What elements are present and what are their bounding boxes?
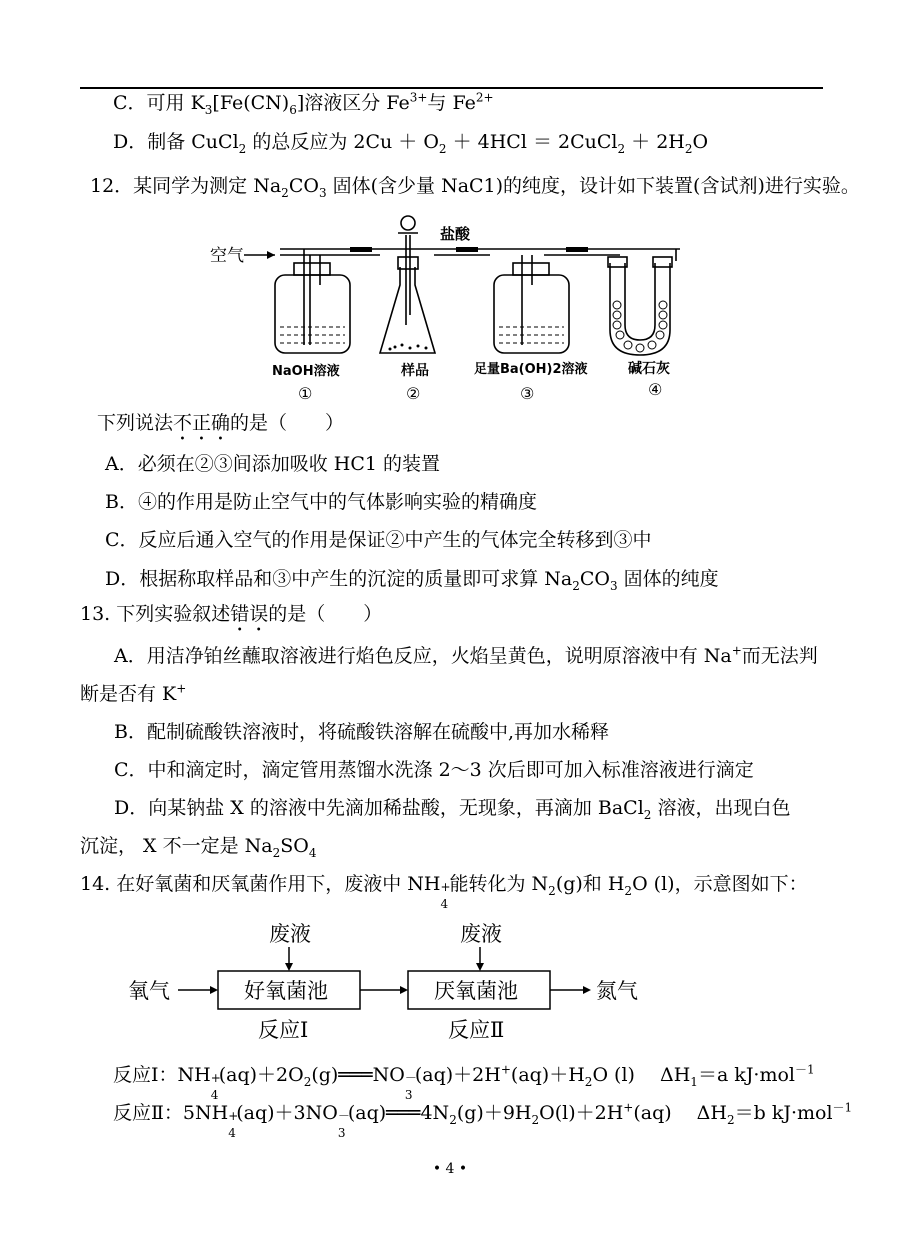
air-label: 空气 [210,246,244,266]
reaction-2-equation: 反应Ⅱ：5NH + 4 (aq)＋3NO － 3 $(aq)═══4N_2(g)+9H_2O(l)+2H^+(aq)$ $\Delta H_2=b$ kJ·mol$^{-1}$ [113,1100,853,1140]
q13-option-a: A．用洁净铂丝蘸取溶液进行焰色反应，火焰呈黄色，说明原溶液中有 Na+而无法判 [114,643,818,667]
q11-option-d: D．制备 CuCl$_2$ 的总反应为 $2Cu + O_2 + 4HCl$ ＝ 2CuCl$_2$ ＋ $2H_2O$ [113,131,709,156]
label-2: 样品 [401,363,429,379]
num-3: ③ [520,384,535,403]
label-1: NaOH溶液 [272,364,340,379]
nitrogen-label: 氮气 [596,979,638,1003]
q14-flow-diagram [120,915,660,1050]
waste-1-label: 废液 [269,922,311,946]
num-2: ② [406,384,421,403]
q13-stem: 13. 下列实验叙述错误的是（ ） [80,603,383,625]
q13-option-d: D．向某钠盐 X 的溶液中先滴加稀盐酸，无现象，再滴加 BaCl$_2$ 溶液，出现白色 [114,797,791,822]
reaction-1-label: 反应Ⅰ [258,1018,309,1042]
q13-option-b: B．配制硫酸铁溶液时，将硫酸铁溶解在硫酸中,再加水稀释 [114,721,610,743]
num-1: ① [298,384,313,403]
q12-apparatus-diagram [200,205,700,405]
q11-option-c: C．可用 $K_3[Fe(CN)_6]$溶液区分 $Fe^{3+}$与 $Fe^{2+}$ [113,90,494,117]
page-number: • 4 • [432,1161,468,1177]
anaerobic-tank-label: 厌氧菌池 [434,979,518,1003]
q12-option-c: C．反应后通入空气的作用是保证②中产生的气体完全转移到③中 [105,529,652,551]
label-4: 碱石灰 [628,361,670,377]
acid-label: 盐酸 [440,225,471,243]
q12-question: 下列说法不正确的是（ ） [97,412,345,434]
q13-option-c: C．中和滴定时，滴定管用蒸馏水洗涤 2～3 次后即可加入标准溶液进行滴定 [114,759,754,781]
num-4: ④ [648,380,663,399]
q12-stem: 12．某同学为测定 $Na_2CO_3$ 固体(含少量 NaC1)的纯度，设计如下装置(含试剂)进行实验。 [90,175,860,200]
q12-option-d: D．根据称取样品和③中产生的沉淀的质量即可求算 $Na_2CO_3$ 固体的纯度 [105,568,719,593]
waste-2-label: 废液 [460,922,502,946]
q13-option-a-cont: 断是否有 K+ [80,681,187,705]
aerobic-tank-label: 好氧菌池 [244,979,328,1003]
reaction-1-equation: 反应Ⅰ：NH + 4 $(aq)+2O_2(g)═══NO$ － 3 $(aq)+2H^+(aq)+H_2O$ (l) $\Delta H_1=a$ kJ·mol$^{-1}$ [113,1062,815,1102]
q13-option-d-cont: 沉淀， X 不一定是 $Na_2SO_4$ [80,835,317,860]
reaction-2-label: 反应Ⅱ [448,1018,505,1042]
header-rule [80,87,823,89]
q14-stem: 14. 在好氧菌和厌氧菌作用下，废液中 NH + 4 能转化为 $N_2(g)$和 $H_2O$ (l)，示意图如下： [80,873,808,911]
q12-option-a: A．必须在②③间添加吸收 HC1 的装置 [105,453,440,475]
q12-option-b: B．④的作用是防止空气中的气体影响实验的精确度 [105,491,537,513]
oxygen-label: 氧气 [128,979,170,1003]
label-3: 足量Ba(OH)2溶液 [474,362,588,377]
